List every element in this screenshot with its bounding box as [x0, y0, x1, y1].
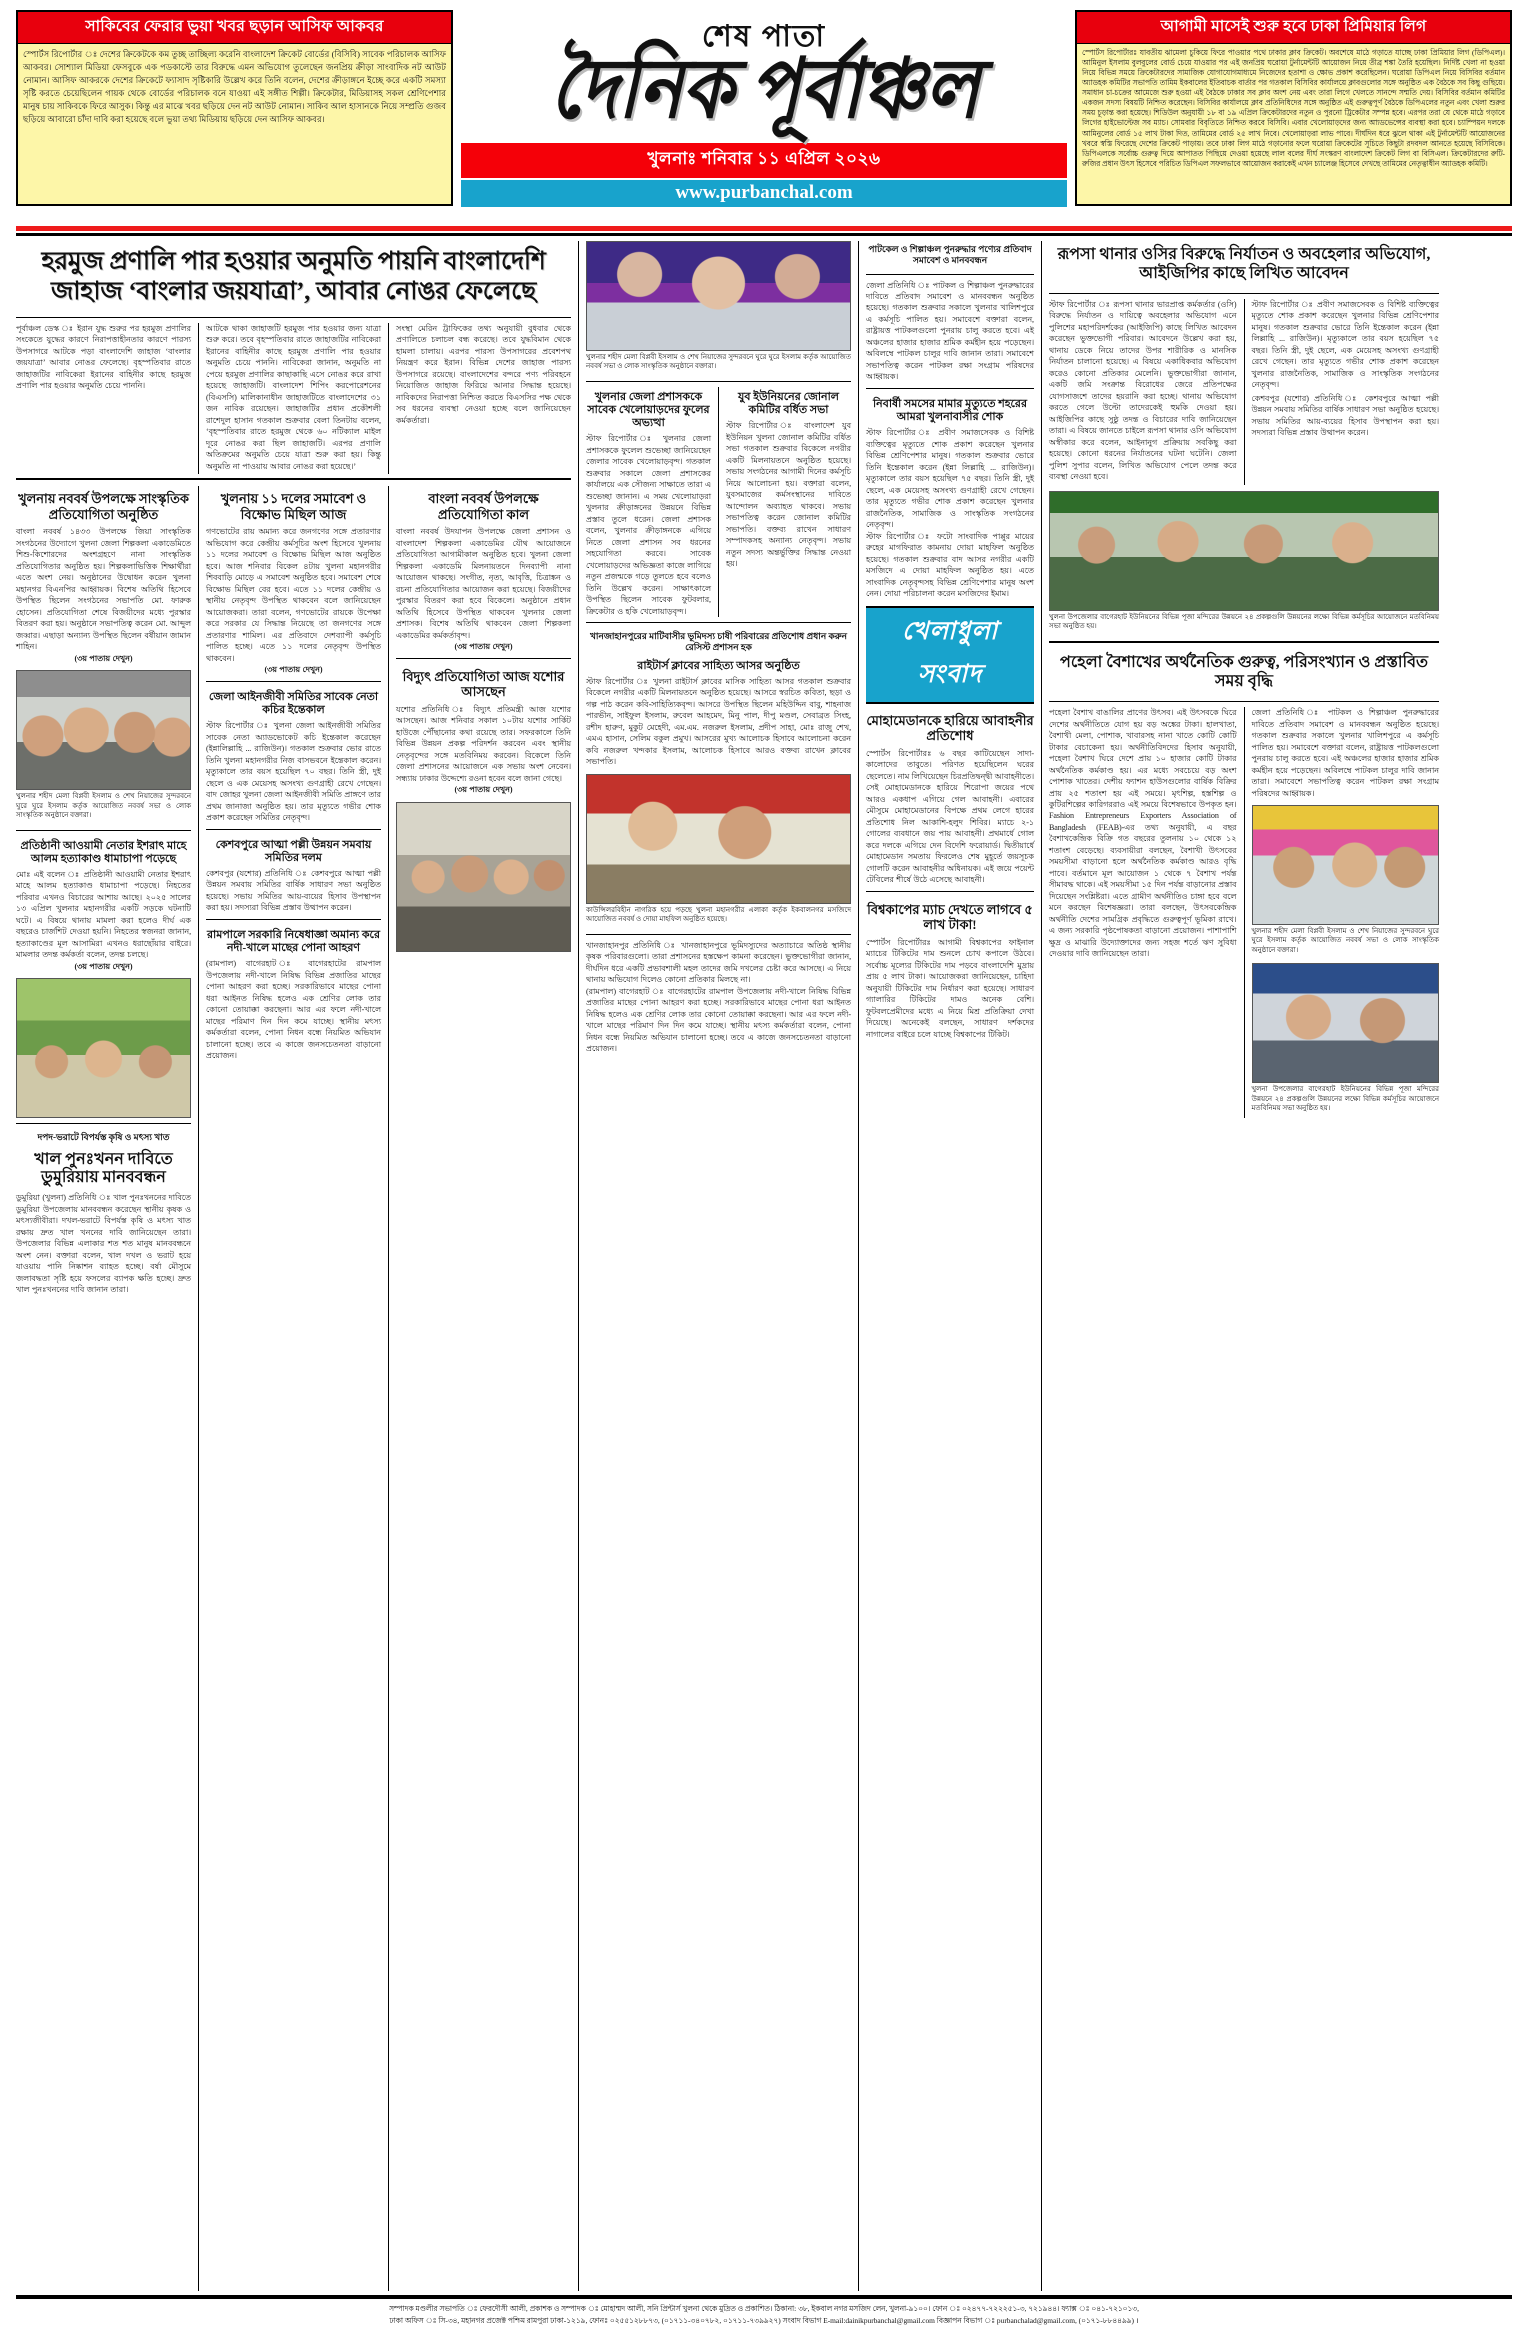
story-body: স্টাফ রিপোর্টার ঃ বাংলাদেশ যুব ইউনিয়ন খুলনা জোনাল কমিটির বর্ধিত সভা গতকাল শুক্রবার বিকেলে নগরীর একটি মিলনায়তনে অনুষ্ঠিত হয়েছে। সভায় সংগঠনের আগামী দিনের কর্মসূচি নিয়ে আলোচনা হয়। বক্তারা বলেন, যুবসমাজের কর্মসংস্থানের দাবিতে আন্দোলন অব্যাহত থাকবে। সভায় সভাপতিত্ব করেন জোনাল কমিটির সভাপতি। বক্তব্য রাখেন সাধারণ সম্পাদকসহ অন্যান্য নেতৃবৃন্দ। সভায় নতুন সদস্য অন্তর্ভুক্তির সিদ্ধান্ত নেওয়া হয়।: [726, 421, 851, 569]
story-body: যশোর প্রতিনিধি ঃ বিদ্যুৎ প্রতিমন্ত্রী আজ যশোর আসছেন। আজ শনিবার সকাল ১০টায় যশোর সার্কিট হাউজে পৌঁছানোর কথা রয়েছে তার। সফরকালে তিনি বিভিন্ন উন্নয়ন প্রকল্প পরিদর্শন করবেন এবং স্থানীয় নেতৃবৃন্দের সঙ্গে মতবিনিময় করবেন। বিকেলে তিনি জেলা প্রশাসনের আয়োজনে এক সভায় অংশ নেবেন। সন্ধ্যায় ঢাকার উদ্দেশ্যে রওনা হবেন বলে জানা গেছে।: [396, 705, 571, 783]
photo-caption: খুলনার শহীদ মেলা বিপ্লবী ইসলাম ও শেখ নিয়াজের সুন্দরবনে ঘুরে ঘুরে ইসলাম কর্তৃক আয়োজিত নববর্ষ সভা ও লোক সাংস্কৃতিক অনুষ্ঠানে বক্তারা।: [16, 792, 191, 820]
story-headline: জেলা আইনজীবী সমিতির সাবেক নেতা কচির ইন্তেকাল: [208, 690, 379, 716]
story-jump[interactable]: (৩য় পাতায় দেখুন): [454, 642, 513, 652]
story-kicker: রূপসা থানার ওসির বিরুদ্ধে নির্যাতন ও অবহেলার অভিযোগ, আইজিপির কাছে লিখিত আবেদন: [1057, 246, 1431, 282]
story-body: স্টাফ রিপোর্টার ঃ খুলনার জেলা প্রশাসককে ফুলেল শুভেচ্ছা জানিয়েছেন জেলার সাবেক খেলোয়াড়বৃন্দ। গতকাল শুক্রবার সকালে জেলা প্রশাসকের কার্যালয়ে এক সৌজন্য সাক্ষাতে তারা এ শুভেচ্ছা জানান। এ সময় খেলোয়াড়রা খুলনার ক্রীড়াঙ্গনের উন্নয়নে বিভিন্ন প্রস্তাব তুলে ধরেন। জেলা প্রশাসক বলেন, খুলনার ক্রীড়াঙ্গনকে এগিয়ে নিতে জেলা প্রশাসন সব ধরনের সহযোগিতা করবে। সাবেক খেলোয়াড়দের অভিজ্ঞতা কাজে লাগিয়ে নতুন প্রজন্মকে গড়ে তুলতে হবে বলেও তিনি উল্লেখ করেন। সাক্ষাৎকালে উপস্থিত ছিলেন সাবেক ফুটবলার, ক্রিকেটার ও হকি খেলোয়াড়বৃন্দ।: [586, 434, 711, 616]
story-headline: যুব ইউনিয়নের জোনাল কমিটির বর্ধিত সভা: [738, 390, 839, 417]
divider-red: [16, 226, 1512, 231]
divider: [866, 388, 1034, 389]
divider: [1049, 641, 1439, 643]
lead-col-1: [16, 323, 191, 474]
photo-motobinimoy: [1049, 491, 1439, 611]
masthead-meta: [461, 143, 1067, 207]
story-headline: খুলনায় নববর্ষ উপলক্ষে সাংস্কৃতিক প্রতিযোগিতা অনুষ্ঠিত: [18, 491, 189, 522]
masthead-right-headline: আগামী মাসেই শুরু হবে ঢাকা প্রিমিয়ার লিগ: [1077, 12, 1510, 44]
divider: [1049, 293, 1439, 294]
divider: [586, 622, 851, 623]
photo-somabesh: [396, 802, 571, 952]
divider: [396, 658, 571, 659]
story-body: স্টাফ রিপোর্টার ঃ খুলনা জেলা আইনজীবী সমিতির সাবেক নেতা অ্যাডভোকেট কচি ইন্তেকাল করেছেন (ইন্নালিল্লাহি ... রাজিউন)। গতকাল শুক্রবার ভোর রাতে তিনি খুলনা মহানগরীর নিজ বাসভবনে ইন্তেকাল করেন। মৃত্যুকালে তার বয়স হয়েছিল ৭০ বছর। তিনি স্ত্রী, দুই ছেলে ও এক মেয়েসহ অসংখ্য গুণগ্রাহী রেখে গেছেন। বাদ জোহর খুলনা জেলা আইনজীবী সমিতি প্রাঙ্গণে তার প্রথম জানাজা অনুষ্ঠিত হয়। তার মৃত্যুতে গভীর শোক প্রকাশ করেছেন সমিতির নেতৃবৃন্দ।: [206, 721, 381, 823]
sub-col-2: [206, 486, 381, 2291]
column-rule: [388, 486, 389, 2291]
column-rule: [718, 387, 719, 617]
col6-split-top: [1049, 299, 1439, 485]
col-5: [866, 241, 1034, 2291]
photo-caption: খুলনা উপজেলার বাগেরহাট ইউনিয়নের বিভিন্ন পূজা মন্দিরের উন্নয়নে ২৪ প্রকল্পগুলি উন্নয়নের লক্ষ্যে বিভিন্ন কর্মসূচির আয়োজনে মতবিনিময় সভা অনুষ্ঠিত হয়।: [1251, 1085, 1439, 1113]
photo-onusthan-stage: [1252, 805, 1440, 925]
col4-split: [586, 387, 851, 617]
story-body: কেশবপুর (যশোর) প্রতিনিধি ঃ কেশবপুরে আত্মা পল্লী উন্নয়ন সমবায় সমিতির বার্ষিক সাধারণ সভা অনুষ্ঠিত হয়েছে। সভায় সমিতির আয়-ব্যয়ের হিসাব উপস্থাপন করা হয়। সদস্যরা বিভিন্ন প্রস্তাব উত্থাপন করেন।: [1251, 393, 1439, 438]
story-headline: প্রতিষ্ঠানী আওয়ামী নেতার ইশরাৎ মাহে আলম হত্যাকাণ্ড ধামাচাপা পড়েছে: [20, 839, 187, 865]
story-jump[interactable]: (৩য় পাতায় দেখুন): [454, 785, 513, 795]
story-headline: বিদ্যুৎ প্রতিযোগিতা আজ যশোর আসছেন: [402, 668, 565, 700]
divider: [16, 1123, 191, 1124]
feature-body: পহেলা বৈশাখ বাঙালির প্রাণের উৎসব। এই উৎসবকে ঘিরে দেশের অর্থনীতিতে যোগ হয় বড় অঙ্কের টাকা। হালখাতা, বৈশাখী মেলা, পোশাক, খাবারসহ নানা খাতে কোটি কোটি টাকার বেচাকেনা হয়। অর্থনীতিবিদদের হিসাব অনুযায়ী, পহেলা বৈশাখ ঘিরে দেশে প্রায় ১০ হাজার কোটি টাকার অর্থনৈতিক কর্মকাণ্ড হয়। এর মধ্যে সবচেয়ে বড় অংশ পোশাক খাতের। দেশীয় ফ্যাশন হাউসগুলোর বার্ষিক বিক্রির প্রায় ২৫ শতাংশ হয় এই সময়ে। মৃৎশিল্প, হস্তশিল্প ও কুটিরশিল্পের কারিগররাও এই সময়ে বিশেষভাবে উপকৃত হন। Fashion Entrepreneurs Exporters Association of Bangladesh (FEAB)-এর তথ্য অনুযায়ী, এ বছর বৈশাখকেন্দ্রিক বিক্রি গত বছরের তুলনায় ১০ থেকে ১২ শতাংশ বেড়েছে। ব্যবসায়ীরা বলছেন, বৈশাখী উৎসবের সময়সীমা বাড়ানো হলে অর্থনৈতিক কর্মকাণ্ড আরও বৃদ্ধি পাবে। বর্তমানে মূল আয়োজন ১ থেকে ৭ বৈশাখ পর্যন্ত সীমাবদ্ধ থাকে। এই সময়সীমা ১৫ দিন পর্যন্ত বাড়ানোর প্রস্তাব দিয়েছেন সংশ্লিষ্টরা। এতে গ্রামীণ অর্থনীতিও চাঙ্গা হবে বলে মনে করছেন বিশেষজ্ঞরা। তারা বলছেন, উৎসবকেন্দ্রিক অর্থনীতি দেশের সামগ্রিক প্রবৃদ্ধিতে গুরুত্বপূর্ণ ভূমিকা রাখে। এ জন্য সরকারি পৃষ্ঠপোষকতা বাড়ানো প্রয়োজন। পাশাপাশি ক্ষুদ্র ও মাঝারি উদ্যোক্তাদের জন্য সহজ শর্তে ঋণ সুবিধা দেওয়ার দাবি জানিয়েছেন তারা।: [1049, 708, 1237, 959]
divider: [206, 681, 381, 682]
page-footer: [16, 2295, 1512, 2326]
story-headline: বাংলা নববর্ষ উপলক্ষে প্রতিযোগিতা কাল: [428, 491, 539, 522]
story-headline: রাইটার্স ক্লাবের সাহিত্য আসর অনুষ্ঠিত: [637, 659, 800, 672]
col-6: [1049, 241, 1439, 2291]
story-body: গণভোটের রায় অমান্য করে জনগণের সঙ্গে প্রতারণার অভিযোগ করে কেন্দ্রীয় কর্মসূচির অংশ হিসেবে খুলনায় ১১ দলের সমাবেশ ও বিক্ষোভ মিছিল আজ অনুষ্ঠিত হবে। আজ শনিবার বিকেল ৪টায় খুলনা মহানগরীর শিববাড়ি মোড়ে এ সমাবেশ অনুষ্ঠিত হবে। সমাবেশ শেষে বিক্ষোভ মিছিল বের হবে। এতে ১১ দলের কেন্দ্রীয় ও স্থানীয় নেতৃবৃন্দ উপস্থিত থাকবেন বলে জানিয়েছেন আয়োজকরা। তারা বলেন, গণভোটের রায়কে উপেক্ষা করে সরকার যে সিদ্ধান্ত নিয়েছে তা জনগণের সঙ্গে প্রতারণার শামিল। এর প্রতিবাদে দেশব্যাপী কর্মসূচি পালিত হচ্ছে। এতে ১১ দলের নেতৃবৃন্দ উপস্থিত থাকবেন।: [206, 527, 381, 663]
lead-paragraph-1: পূর্বাঞ্চল ডেস্ক ঃ ইরান যুদ্ধ শুরুর পর হরমুজ প্রণালির সংকেতে যুদ্ধের কারণে নিরাপত্তাহীনতার কারণে পারস্য উপসাগরে আটকে পড়া বাংলাদেশি জাহাজ ‘বাংলার জয়যাত্রা’ আবার নোঙর ফেলেছে। বৃহস্পতিবার রাতে জাহাজটির নাবিকেরা ইরানের বাহিনীর কাছে হরমুজ প্রণালি পার হওয়ার অনুমতি চেয়ে পাননি।: [16, 324, 191, 391]
divider: [866, 274, 1034, 275]
column-rule: [858, 241, 859, 2291]
photo-caption: খুলনার শহীদ মেলা বিপ্লবী ইসলাম ও শেখ নিয়াজের সুন্দরবনে ঘুরে ঘুরে ইসলাম কর্তৃক আয়োজিত নববর্ষ সভা ও লোক সাংস্কৃতিক অনুষ্ঠানে বক্তারা।: [1251, 927, 1439, 954]
story-body: ডুমুরিয়া (খুলনা) প্রতিনিধি ঃ খাল পুনঃখননের দাবিতে ডুমুরিয়া উপজেলায় মানববন্ধন করেছেন স্থানীয় কৃষক ও মৎস্যজীবীরা। দখল-ভরাটে বিপর্যস্ত কৃষি ও মৎস্য খাত রক্ষায় দ্রুত খাল খননের দাবি জানিয়েছেন তারা। উপজেলার বিভিন্ন এলাকার শত শত মানুষ মানববন্ধনে অংশ নেন। বক্তারা বলেন, খাল দখল ও ভরাট হয়ে যাওয়ায় পানি নিষ্কাশন ব্যাহত হচ্ছে। বর্ষা মৌসুমে জলাবদ্ধতা সৃষ্টি হয়ে ফসলের ব্যাপক ক্ষতি হচ্ছে। দ্রুত খাল পুনঃখননের দাবি জানান তারা।: [16, 1193, 191, 1295]
story-body: স্টাফ রিপোর্টার ঃ রূপসা থানার ভারপ্রাপ্ত কর্মকর্তার (ওসি) বিরুদ্ধে নির্যাতন ও দায়িত্বে অবহেলার অভিযোগ এনে পুলিশের মহাপরিদর্শকের (আইজিপি) কাছে লিখিত আবেদন করেছেন ভুক্তভোগী পরিবার। আবেদনে উল্লেখ করা হয়, থানায় ডেকে নিয়ে তাদের উপর শারীরিক ও মানসিক নির্যাতন চালানো হয়েছে। এ বিষয়ে একাধিকবার অভিযোগ করেও কোনো প্রতিকার মেলেনি। ভুক্তভোগীরা জানান, একটি জমি সংক্রান্ত বিরোধের জেরে প্রতিপক্ষের যোগসাজশে তাদের হয়রানি করা হচ্ছে। থানায় অভিযোগ করতে গেলে উল্টো তাদেরকেই হুমকি দেওয়া হয়। আইজিপির কাছে সুষ্ঠু তদন্ত ও বিচারের দাবি জানিয়েছেন তারা। এ বিষয়ে জানতে চাইলে রূপসা থানার ওসি অভিযোগ অস্বীকার করে বলেন, আইনানুগ প্রক্রিয়ায় সবকিছু করা হয়েছে। কোনো ধরনের নির্যাতনের ঘটনা ঘটেনি। জেলা পুলিশ সুপার বলেন, লিখিত অভিযোগ পেলে তদন্ত করে ব্যবস্থা নেওয়া হবে।: [1049, 299, 1237, 482]
story-body: স্টাফ রিপোর্টার ঃ খুলনা রাইটার্স ক্লাবের মাসিক সাহিত্য আসর গতকাল শুক্রবার বিকেলে নগরীর একটি মিলনায়তনে অনুষ্ঠিত হয়েছে। আসরে স্বরচিত কবিতা, ছড়া ও গল্প পাঠ করেন কবি-সাহিত্যিকবৃন্দ। আসরে উপস্থিত ছিলেন মহিউদ্দিন বাবু, শাহনাজ পারভীন, সাইফুল ইসলাম, রুবেল আহমেদ, মিনু পাল, দীপু মণ্ডল, সেবাব্রত সিংহ, রশীদ হারুণ, মুকুট মেহেদী, এম.এম. নজরুল ইসলাম, প্রদীপ সাহা, মোঃ রাজু শেখ, এমএ হাসান, সেলিম বকুল প্রমুখ। আসরের মুখ্য আলোচক হিসাবে আলোচনা করেন কবি নজরুল খন্দকার ইসলাম, আলোচক হিসাবে আরও বক্তব্য রাখেন ক্লাবের সভাপতি।: [586, 676, 851, 767]
story-kicker: খানজাহানপুরের মাটিবাসীর ভূমিদস্য চাষী পরিবারের প্রতিশোধ প্রধান করুন রেসিস্ট প্রশাসন হক: [589, 631, 848, 653]
sub-columns: [16, 486, 571, 2291]
divider: [1049, 701, 1439, 702]
footer-line-1: সম্পাদক মণ্ডলীর সভাপতি ঃ ফেরদৌসী আলী, প্রকাশক ও সম্পাদক ঃ মোহাম্মদ আলী, সনি প্রিন্টার্স খুলনা থেকে মুদ্রিত ও প্রকাশিত। ঠিকানা: ৩৮, ইকবাল নগর মসজিদ লেন, খুলনা-৯১০০। ফোন ঃ ০২৪৭৭-৭২২২৫১-৩, ৭২১৯৪৪। ফ্যাক্স ঃ ০৪১-৭২১০১৩,: [389, 2304, 1139, 2314]
footer-line-2: ঢাকা অফিস ঃ সি-৩৪, মহানগর প্রজেক্ট পশ্চিম রামপুরা ঢাকা-১২১৯, ফোনঃ ০২৫৫১২৮৮৭৩, (০১৭১১-৩৪০৭৮২, ০১৭১১-৭৩৯৯২৭) সংবাদ বিভাগ E-mail:dainikpurbanchal@gmail.com বিজ্ঞাপন বিভাগ ঃ purbanchalad@gmail.com, (০১৭১-৮৮৪৪৯৯) ।: [389, 2315, 1139, 2325]
story-body: খানজাহানপুর প্রতিনিধি ঃ খানজাহানপুরে ভূমিদস্যুদের অত্যাচারে অতিষ্ঠ স্থানীয় কৃষক পরিবারগুলো। তারা প্রশাসনের হস্তক্ষেপ কামনা করেছেন। ভুক্তভোগীরা জানান, দীর্ঘদিন ধরে একটি প্রভাবশালী মহল তাদের জমি দখলের চেষ্টা করে আসছে। এ নিয়ে থানায় অভিযোগ দিলেও কোনো প্রতিকার মিলছে না।: [586, 940, 851, 985]
story-kicker: পাটকেল ও শিল্পাঞ্চল পুনরুদ্ধার পণ্যের প্রতিবাদ সমাবেশ ও মানববন্ধন: [868, 244, 1032, 266]
story-body: স্টাফ রিপোর্টার ঃ প্রবীণ সমাজসেবক ও বিশিষ্ট ব্যক্তিত্বের মৃত্যুতে শোক প্রকাশ করেছেন খুলনার বিভিন্ন শ্রেণিপেশার মানুষ। গতকাল শুক্রবার ভোরে তিনি ইন্তেকাল করেন (ইন্না লিল্লাহি ... রাজিউন)। মৃত্যুকালে তার বয়স হয়েছিল ৭৫ বছর। তিনি স্ত্রী, দুই ছেলে, এক মেয়েসহ অসংখ্য গুণগ্রাহী রেখে গেছেন। তার মৃত্যুতে গভীর শোক প্রকাশ করেছেন খুলনার রাজনৈতিক, সামাজিক ও সাংস্কৃতিক সংগঠনের নেতৃবৃন্দ।: [866, 428, 1034, 530]
story-body: বাংলা নববর্ষ ১৪৩৩ উপলক্ষে জিয়া সাংস্কৃতিক সংগঠনের উদ্যোগে খুলনা জেলা শিল্পকলা একাডেমিতে শিশু-কিশোরদের অংশগ্রহণে নানা সাংস্কৃতিক প্রতিযোগিতার অনুষ্ঠিত হয়। শিল্পকলাভিত্তিক শিক্ষার্থীরা এতে অংশ নেয়। অনুষ্ঠানের উদ্বোধন করেন খুলনা মহানগর বিএনপির আহ্বায়ক। বিশেষ অতিথি হিসেবে উপস্থিত ছিলেন সংগঠনের সভাপতি মো. ফারুক হোসেন। প্রতিযোগিতা শেষে বিজয়ীদের মধ্যে পুরস্কার বিতরণ করা হয়। অনুষ্ঠানে সভাপতিত্ব করেন মো. আব্দুল জব্বার। এছাড়া অন্যান্য উপস্থিত ছিলেন বর্ষীয়ান জামান শাহিন।: [16, 527, 191, 652]
column-rule: [1244, 299, 1245, 485]
sports-headline: মোহামেডানকে হারিয়ে আবাহনীর প্রতিশোধ: [866, 712, 1034, 744]
sports-section-banner: খেলাধুলা সংবাদ: [866, 606, 1034, 704]
feature-col-1: [1049, 707, 1237, 1118]
story-body: মোঃ এই বলেন ঃ প্রতিষ্ঠানী আওয়ামী নেতার ইশরাৎ মাহে আলম হত্যাকাণ্ড ধামাচাপা পড়েছে। নিহতের পরিবার এখনও বিচারের আশায় আছে। ২০২৫ সালের ১৩ এপ্রিল খুলনার মহানগরীর একটি সড়কে ঘটনাটি ঘটে। এ বিষয়ে থানায় মামলা করা হলেও দীর্ঘ এক বছরেও চার্জশিট দেওয়া হয়নি। নিহতের স্বজনরা জানান, হত্যাকাণ্ডের মূল আসামিরা এখনও ধরাছোঁয়ার বাইরে। মামলার তদন্ত কর্মকর্তা বলেন, তদন্ত চলছে।: [16, 869, 191, 960]
column-rule: [198, 486, 199, 2291]
story-headline: খাল পুনঃখনন দাবিতে ডুমুরিয়ায় মানববন্ধন: [34, 1150, 173, 1187]
divider: [206, 829, 381, 830]
column-rule: [388, 323, 389, 474]
column-rule: [578, 241, 579, 2291]
story-body-extra: (রামপাল) বাগেরহাট ঃ বাগেরহাটের রামপাল উপজেলায় নদী-খালে নিষিদ্ধ বিভিন্ন প্রজাতির মাছের পোনা আহরণ করা হচ্ছে। সরকারিভাবে মাছের পোনা ধরা আইনত নিষিদ্ধ হলেও এক শ্রেণির লোক তার কোনো তোয়াক্কা করছেনা। আর এর ফলে নদী-খালে মাছের পরিমাণ দিন দিন কমে যাচ্ছে। স্থানীয় মৎস্য কর্মকর্তারা বলেন, পোনা নিধন বন্ধে নিয়মিত অভিযান চালানো হচ্ছে। তবে এ কাজে জনসচেতনতা বাড়ানো প্রয়োজন।: [586, 986, 851, 1053]
story-jump[interactable]: (৩য় পাতায় দেখুন): [74, 653, 133, 663]
photo-caption: খুলনা উপজেলার বাগেরহাট ইউনিয়নের বিভিন্ন পূজা মন্দিরের উন্নয়নে ২৪ প্রকল্পগুলি উন্নয়নের লক্ষ্যে বিভিন্ন কর্মসূচির আয়োজনে মতবিনিময় সভা অনুষ্ঠিত হয়।: [1049, 612, 1439, 630]
divider-black: [16, 233, 1512, 236]
date-line: খুলনাঃ শনিবার ১১ এপ্রিল ২০২৬: [461, 143, 1067, 178]
story-body: স্টাফ রিপোর্টার ঃ ফটো সাংবাদিক পাপ্পুর মায়ের রুহের মাগফিরাত কামনায় দোয়া মাহফিল অনুষ্ঠিত হয়েছে। গতকাল শুক্রবার বাদ আসর নগরীর একটি মসজিদে এ দোয়া মাহফিল অনুষ্ঠিত হয়। এতে সাংবাদিক নেতৃবৃন্দসহ বিভিন্ন শ্রেণিপেশার মানুষ অংশ নেন। দোয়া পরিচালনা করেন মসজিদের ইমাম।: [866, 531, 1034, 599]
divider: [586, 381, 851, 382]
column-rule: [1041, 241, 1042, 2291]
col4-left: [586, 387, 711, 617]
story-jump[interactable]: (৩য় পাতায় দেখুন): [74, 961, 133, 971]
masthead-center: [461, 10, 1067, 207]
photo-nobobarsho-sova: [586, 241, 851, 351]
lead-col-2: [206, 323, 381, 474]
col6-right: [1252, 299, 1440, 485]
sub-col-3: [396, 486, 571, 2291]
divider: [16, 478, 571, 480]
col4-right: [726, 387, 851, 617]
feature-col-2: [1252, 707, 1440, 1118]
divider: [16, 830, 191, 831]
photo-krishi: [16, 670, 191, 790]
photo-manobbondhon: [16, 978, 191, 1118]
sports-body: স্পোর্টস রিপোর্টারঃ ৬ বছর কাটিয়েছেন সাদা-কালোদের তাবুতে। পরিণত হয়েছিলেন ঘরের ছেলেতে। নাম লিখিয়েছেন চিরপ্রতিদ্বন্দ্বী আবাহনীতে। সেই মোহামেডানকে হারিয়ে শিরোপা জয়ের পথে আরও একধাপ এগিয়ে গেল আবাহনী। এবারের মৌসুমে মোহামেডানের বিপক্ষে প্রথম লেগে হারের প্রতিশোধ নিল আকাশি-হলুদ শিবির। ম্যাচে ২-১ গোলের ব্যবধানে জয় পায় আবাহনী। প্রথমার্ধে গোল করে দলকে এগিয়ে দেন বিদেশি ফরোয়ার্ড। দ্বিতীয়ার্ধে মোহামেডান সমতায় ফিরলেও শেষ মুহূর্তে জয়সূচক গোলটি করেন আবাহনীর অধিনায়ক। এই জয়ে পয়েন্ট টেবিলের শীর্ষে উঠে এসেছে আবাহনী।: [866, 748, 1034, 885]
sub-col-1: [16, 486, 191, 2291]
story-headline: কেশবপুরে আত্মা পল্লী উন্নয়ন সমবায় সমিতির দলম: [215, 838, 372, 864]
page-label: শেষ পাতা: [701, 20, 827, 53]
masthead-left-body: স্পোর্টস রিপোর্টার ঃ দেশের ক্রিকেটকে কম তুচ্ছ তাচ্ছিল্য করেনি বাংলাদেশ ক্রিকেট বোর্ডের (বিসিবি) সাবেক পরিচালক আসিফ আকবর। সোশ্যাল মিডিয়া ফেসবুকে এক পডকাস্টে তার বিরুদ্ধে এমন অভিযোগ তুলেছেন জনপ্রিয় ক্রীড়া সাংবাদিক নট আউট নোমান। আসিফ আকরকে দেশের ক্রিকেটে ফ্যাসাদ সৃষ্টিকারি উল্লেখ করে তিনি বলেন, দেশের ক্রীড়াঙ্গনে ইচ্ছে করে একটি সমস্যা সৃষ্টি করতে চেয়েছিলেন গায়ক থেকে বোর্ডের পরিচালক বনে যাওয়া এই সঙ্গীত শিল্পী। ক্রিকেটার, মিডিয়াসহ সকল শ্রেণিপেশার মানুষ চায় সাকিবকে ফিরে আসুক। কিন্তু এর মাঝে খবর ছড়িয়ে দেন নট আউট নোমান। সাকিব আল হাসানকে নিয়ে সম্প্রতি গুজব ছড়িয়ে আবারো চাঁদা দাবি করা হয়েছে বলে ভুয়া তথ্য মিডিয়ায় ছড়িয়ে দেন আসিফ আকবর।: [23, 49, 446, 125]
photo-sova-table: [1252, 963, 1440, 1083]
lead-paragraph-2: আটকে থাকা জাহাজটি হরমুজ পার হওয়ার জন্য যাত্রা শুরু করে। তবে বৃহস্পতিবার রাতে জাহাজটির নাবিকেরা ইরানের বাহিনীর কাছে হরমুজ প্রণালি পার হওয়ার অনুমতি চেয়ে পাননি। নাবিকেরা জানান, অনুমতি না পেয়ে হরমুজ প্রণালির কাছাকাছি এসে নোঙর করে রাখা হয়েছে জাহাজটি। বাংলাদেশ শিপিং করপোরেশনের (বিএসসি) মালিকানাধীন জাহাজটিতে বাংলাদেশের ৩১ জন নাবিক রয়েছেন। জাহাজটির প্রধান প্রকৌশলী রাশেদুল হাসান গতকাল শুক্রবার বেলা তিনটায় বলেন, ‘বৃহস্পতিবার রাতে হরমুজ থেকে ৬০ নটিক্যাল মাইল দূরে নোঙর করা ছিল জাহাজটি। এরপর প্রণালি অতিক্রমের অনুমতি চেয়ে যাত্রা শুরু করা হয়। কিন্তু অনুমতি না পাওয়ায় আবার নোঙর করা হয়েছে।’: [206, 324, 381, 471]
col6-left: [1049, 299, 1237, 485]
sports-headline: বিশ্বকাপের ম্যাচ দেখতে লাগবে ৫ লাখ টাকা!: [867, 901, 1033, 933]
feature-headline: পহেলা বৈশাখের অর্থনৈতিক গুরুত্ব, পরিসংখ্যান ও প্রস্তাবিত সময় বৃদ্ধি: [1060, 654, 1428, 691]
divider: [586, 934, 851, 935]
website-url[interactable]: www.purbanchal.com: [461, 180, 1067, 207]
story-headline: খুলনায় ১১ দলের সমাবেশ ও বিক্ষোভ মিছিল আজ: [220, 491, 367, 522]
masthead-right-body: স্পোর্টস রিপোর্টারঃ যাবতীয় ঝামেলা চুকিয়ে ফিরে পাওয়ার পথে ঢাকার ক্লাব ক্রিকেট। অবশেষে মাঠে গড়াতে যাচ্ছে ঢাকা প্রিমিয়ার লিগ (ডিপিএল)। আমিনুল ইসলাম বুলবুলের বোর্ড চেয়ে যাওয়ার পর এই জনপ্রিয় ঘরোয়া টুর্নামেন্টটি আয়োজন নিয়ে তীব্র শঙ্কা তৈরি হয়েছিল। নির্দিষ্ট খেলা না হওয়া নিয়ে বিভিন্ন সময়ে ক্রিকেটারদের সামাজিক যোগাযোগমাধ্যমে নিজেদের হতাশা ও ক্ষোভ প্রকাশ করেছিলেন। ঘরোয়া ডিপিএল নিয়ে বিসিবির বর্তমান অ্যাডহক কমিটির সভাপতি তামিম ইকবালের ইতিবাচক বার্তার পর গতকাল বিসিবির কার্যালয়ে ক্লাবগুলোর সঙ্গে অনুষ্ঠিত এক বৈঠকে সব কিছু গুছিয়ে। সমাধান চা-চক্রের আমেজে শুরু হওয়া এই বৈঠকে ঢাকার সব ক্লাব অংশ নেয় এবং তারা লিগে খেলতে সানন্দে সম্মতি দেয়। বিসিবির বর্তমান কমিটির একজন সদস্য বিষয়টি নিশ্চিত করেছেন। বিসিবির কার্যালয়ে ক্লাব প্রতিনিধিদের সঙ্গে অনুষ্ঠিত এই গুরুত্বপূর্ণ বৈঠকে ডিপিএলের নতুন এবং খেলা শুরুর সময় চূড়ান্ত করা হয়েছে। শিডিউল অনুযায়ী ১৮ বা ১৯ এপ্রিল ক্রিকেটারদের নতুন ও পুরনো ট্রিকেটার সম্পন্ন হবে। এরপর তরা যে থেকে মাঠে গড়াবে লিগের হাইভোল্টেজ সব ম্যাচ। সোমবার বিবৃতিতে নিশ্চিত করবে বিসিবি। এবার খেলোয়াড়দের জন্য আ্যডভেন্সের ব্যবস্থা করা হবে। চ্যাম্পিয়ন দলকে আমিনুলের বোর্ড ১৫ লাখ টাকা দিত, তামিমের বোর্ড ২৫ লাখ নিবে। খেলোয়াড়রা লাভ পাবে। দীর্ঘদিন ধরে ঝুলে থাকা এই টুর্নামেন্টটি আয়োজনের খবরে স্বস্তি ফিরেছে দেশের ক্রিকেট পাড়ায়। তবে ঢাকা লিগ মাঠে গড়ানোর ফলে ঘরোয়া ক্রিকেটের সূচিতে কিছুটা রদবদল আনতে হয়েছে বিসিবিকে। ডিপিএলকে সর্বোচ্চ গুরুত্ব দিয়ে আপাতত পিছিয়ে দেওয়া হয়েছে লাল বলের দীর্ঘ সংস্করণ বাংলাদেশ ক্রিকেট লিগ বা বিসিএল। ক্রিকেটারদের রুটি-রুজির প্রধান উৎস হিসেবে পরিচিত ডিপিএল সফলভাবে আয়োজন করাকেই এখন চ্যালেঞ্জ হিসেবে দেখছে তামিমের নেতৃত্বাধীন অ্যাডহক কমিটি।: [1082, 48, 1505, 168]
photo-doa-mahfil: [586, 774, 851, 904]
lead-col-3: [396, 323, 571, 474]
masthead: [16, 10, 1512, 222]
photo-caption: কাউন্সিলরবিহীন নাগরিক হয়ে পড়ছে খুলনা মহানগরীর এলাকা কর্তৃক ইকবালনগর মসজিদে আয়োজিত নববর্ষ ও দোয়া মাহফিল অনুষ্ঠিত হয়েছে।: [586, 905, 851, 924]
masthead-left-story: [16, 10, 453, 206]
left-block: [16, 241, 571, 2291]
lead-paragraph-3: সংস্থা মেরিন ট্রাফিকের তথ্য অনুযায়ী বুধবার থেকে প্রণালিতে চলাচল বন্ধ করেছে। তবে যুদ্ধবিমান থেকে হামলা চালায়। এরপর পারস্য উপসাগরের প্রবেশপথ নিয়ন্ত্রণ করে ইরান। বিভিন্ন দেশের জাহাজ পারস্য উপসাগরে রয়েছে। বাংলাদেশের বন্দরে পণ্য পরিবহনে নিয়োজিত জাহাজ ফিরিয়ে আনার সিদ্ধান্ত হয়েছে। নাবিকদের নিরাপত্তা নিশ্চিত করতে বিএসসির পক্ষ থেকে সব ধরনের ব্যবস্থা নেওয়া হচ্ছে বলে জানিয়েছেন কর্মকর্তারা।: [396, 324, 571, 425]
col-4: [586, 241, 851, 2291]
lead-body-grid: [16, 323, 571, 474]
col6-split-feature: [1049, 707, 1439, 1118]
divider: [16, 317, 571, 318]
feature-body-cont: জেলা প্রতিনিধি ঃ পাটকল ও শিল্পাঞ্চল পুনরুদ্ধারের দাবিতে প্রতিবাদ সমাবেশ ও মানববন্ধন অনুষ্ঠিত হয়েছে। গতকাল শুক্রবার সকালে খুলনার খালিশপুরে এ কর্মসূচি পালিত হয়। সমাবেশে বক্তারা বলেন, রাষ্ট্রায়ত্ত পাটকলগুলো পুনরায় চালু করতে হবে। এই অঞ্চলের হাজার হাজার শ্রমিক কর্মহীন হয়ে পড়েছেন। অবিলম্বে পাটকল চালুর দাবি জানান তারা। সমাবেশে সভাপতিত্ব করেন পাটকল রক্ষা সংগ্রাম পরিষদের আহ্বায়ক।: [1251, 708, 1439, 798]
masthead-left-headline: সাকিবের ফেরার ভুয়া খবর ছড়ান আসিফ আকবর: [18, 12, 451, 44]
story-headline: রামপালে সরকারি নিষেধাজ্ঞা অমান্য করে নদী-খালে মাছের পোনা আহরণ: [206, 928, 381, 955]
story-jump[interactable]: (৩য় পাতায় দেখুন): [264, 665, 323, 675]
story-body: কেশবপুর (যশোর) প্রতিনিধি ঃ কেশবপুরে আত্মা পল্লী উন্নয়ন সমবায় সমিতির বার্ষিক সাধারণ সভা অনুষ্ঠিত হয়েছে। সভায় সমিতির আয়-ব্যয়ের হিসাব উপস্থাপন করা হয়। সদস্যরা বিভিন্ন প্রস্তাব উত্থাপন করেন।: [206, 868, 381, 913]
column-rule: [1244, 707, 1245, 1118]
photo-caption: খুলনার শহীদ মেলা বিপ্লবী ইসলাম ও শেখ নিয়াজের সুন্দরবনে ঘুরে ঘুরে ইসলাম কর্তৃক আয়োজিত নববর্ষ সভা ও লোক সাংস্কৃতিক অনুষ্ঠানে বক্তারা।: [586, 353, 851, 371]
story-headline: নিবার্ষী সমসের মামার মৃত্যুতে শহরের আমরা খুলনাবাসীর শোক: [872, 397, 1028, 424]
story-body: (রামপাল) বাগেরহাট ঃ বাগেরহাটের রামপাল উপজেলায় নদী-খালে নিষিদ্ধ বিভিন্ন প্রজাতির মাছের পোনা আহরণ করা হচ্ছে। সরকারিভাবে মাছের পোনা ধরা আইনত নিষিদ্ধ হলেও এক শ্রেণির লোক তার কোনো তোয়াক্কা করছেনা। আর এর ফলে নদী-খালে মাছের পরিমাণ দিন দিন কমে যাচ্ছে। স্থানীয় মৎস্য কর্মকর্তারা বলেন, পোনা নিধন বন্ধে নিয়মিত অভিযান চালানো হচ্ছে। তবে এ কাজে জনসচেতনতা বাড়ানো প্রয়োজন।: [206, 959, 381, 1061]
column-rule: [198, 323, 199, 474]
divider: [866, 891, 1034, 892]
lead-headline: হরমুজ প্রণালি পার হওয়ার অনুমতি পায়নি বাংলাদেশি জাহাজ ‘বাংলার জয়যাত্রা’, আবার নোঙর ফেলেছে: [41, 248, 546, 305]
story-body: স্টাফ রিপোর্টার ঃ প্রবীণ সমাজসেবক ও বিশিষ্ট ব্যক্তিত্বের মৃত্যুতে শোক প্রকাশ করেছেন খুলনার বিভিন্ন শ্রেণিপেশার মানুষ। গতকাল শুক্রবার ভোরে তিনি ইন্তেকাল করেন (ইন্না লিল্লাহি ... রাজিউন)। মৃত্যুকালে তার বয়স হয়েছিল ৭৫ বছর। তিনি স্ত্রী, দুই ছেলে, এক মেয়েসহ অসংখ্য গুণগ্রাহী রেখে গেছেন। তার মৃত্যুতে গভীর শোক প্রকাশ করেছেন খুলনার রাজনৈতিক, সামাজিক ও সাংস্কৃতিক সংগঠনের নেতৃবৃন্দ।: [1251, 299, 1439, 390]
sports-body: স্পোর্টস রিপোর্টারঃ আগামী বিশ্বকাপের ফাইনাল ম্যাচের টিকিটের দাম শুনলে চোখ কপালে উঠবে। সর্বোচ্চ মূল্যের টিকিটের দাম পড়বে বাংলাদেশি মুদ্রায় প্রায় ৫ লাখ টাকা। আয়োজকরা জানিয়েছেন, চাহিদা অনুযায়ী টিকিটের দাম নির্ধারণ করা হয়েছে। সাধারণ গ্যালারির টিকিটের দামও অনেক বেশি। ফুটবলপ্রেমীদের মধ্যে এ নিয়ে মিশ্র প্রতিক্রিয়া দেখা দিয়েছে। অনেকেই বলছেন, সাধারণ দর্শকদের নাগালের বাইরে চলে যাচ্ছে বিশ্বকাপের টিকিট।: [866, 937, 1034, 1039]
masthead-right-story: [1075, 10, 1512, 206]
story-body: জেলা প্রতিনিধি ঃ পাটকল ও শিল্পাঞ্চল পুনরুদ্ধারের দাবিতে প্রতিবাদ সমাবেশ ও মানববন্ধন অনুষ্ঠিত হয়েছে। গতকাল শুক্রবার সকালে খুলনার খালিশপুরে এ কর্মসূচি পালিত হয়। সমাবেশে বক্তারা বলেন, রাষ্ট্রায়ত্ত পাটকলগুলো পুনরায় চালু করতে হবে। এই অঞ্চলের হাজার হাজার শ্রমিক কর্মহীন হয়ে পড়েছেন। অবিলম্বে পাটকল চালুর দাবি জানান তারা। সমাবেশে সভাপতিত্ব করেন পাটকল রক্ষা সংগ্রাম পরিষদের আহ্বায়ক।: [866, 280, 1034, 382]
main-grid: [16, 241, 1512, 2291]
story-kicker: দপদ-ভরাটে বিপর্যস্ত কৃষি ও মৎস্য খাত: [37, 1132, 170, 1143]
divider: [206, 919, 381, 920]
newspaper-title: দৈনিক পূর্বাঞ্চল: [549, 44, 979, 137]
story-body: বাংলা নববর্ষ উদযাপন উপলক্ষে জেলা প্রশাসন ও বাংলাদেশ শিল্পকলা একাডেমির যৌথ আয়োজনে প্রতিযোগিতা আগামীকাল অনুষ্ঠিত হবে। খুলনা জেলা শিল্পকলা একাডেমি মিলনায়তনে দিনব্যাপী নানা আয়োজন থাকছে। সংগীত, নৃত্য, আবৃত্তি, চিত্রাঙ্কন ও রচনা প্রতিযোগিতার আয়োজন করা হয়েছে। বিজয়ীদের পুরস্কার বিতরণ করা হবে বিকেলে। অনুষ্ঠানে প্রধান অতিথি হিসেবে উপস্থিত থাকবেন খুলনার জেলা প্রশাসক। বিশেষ অতিথি থাকবেন জেলা শিল্পকলা একাডেমির কর্মকর্তাবৃন্দ।: [396, 527, 571, 640]
story-headline: খুলনার জেলা প্রশাসককে সাবেক খেলোয়াড়দের ফুলের অভ্যত্থা: [587, 390, 710, 430]
